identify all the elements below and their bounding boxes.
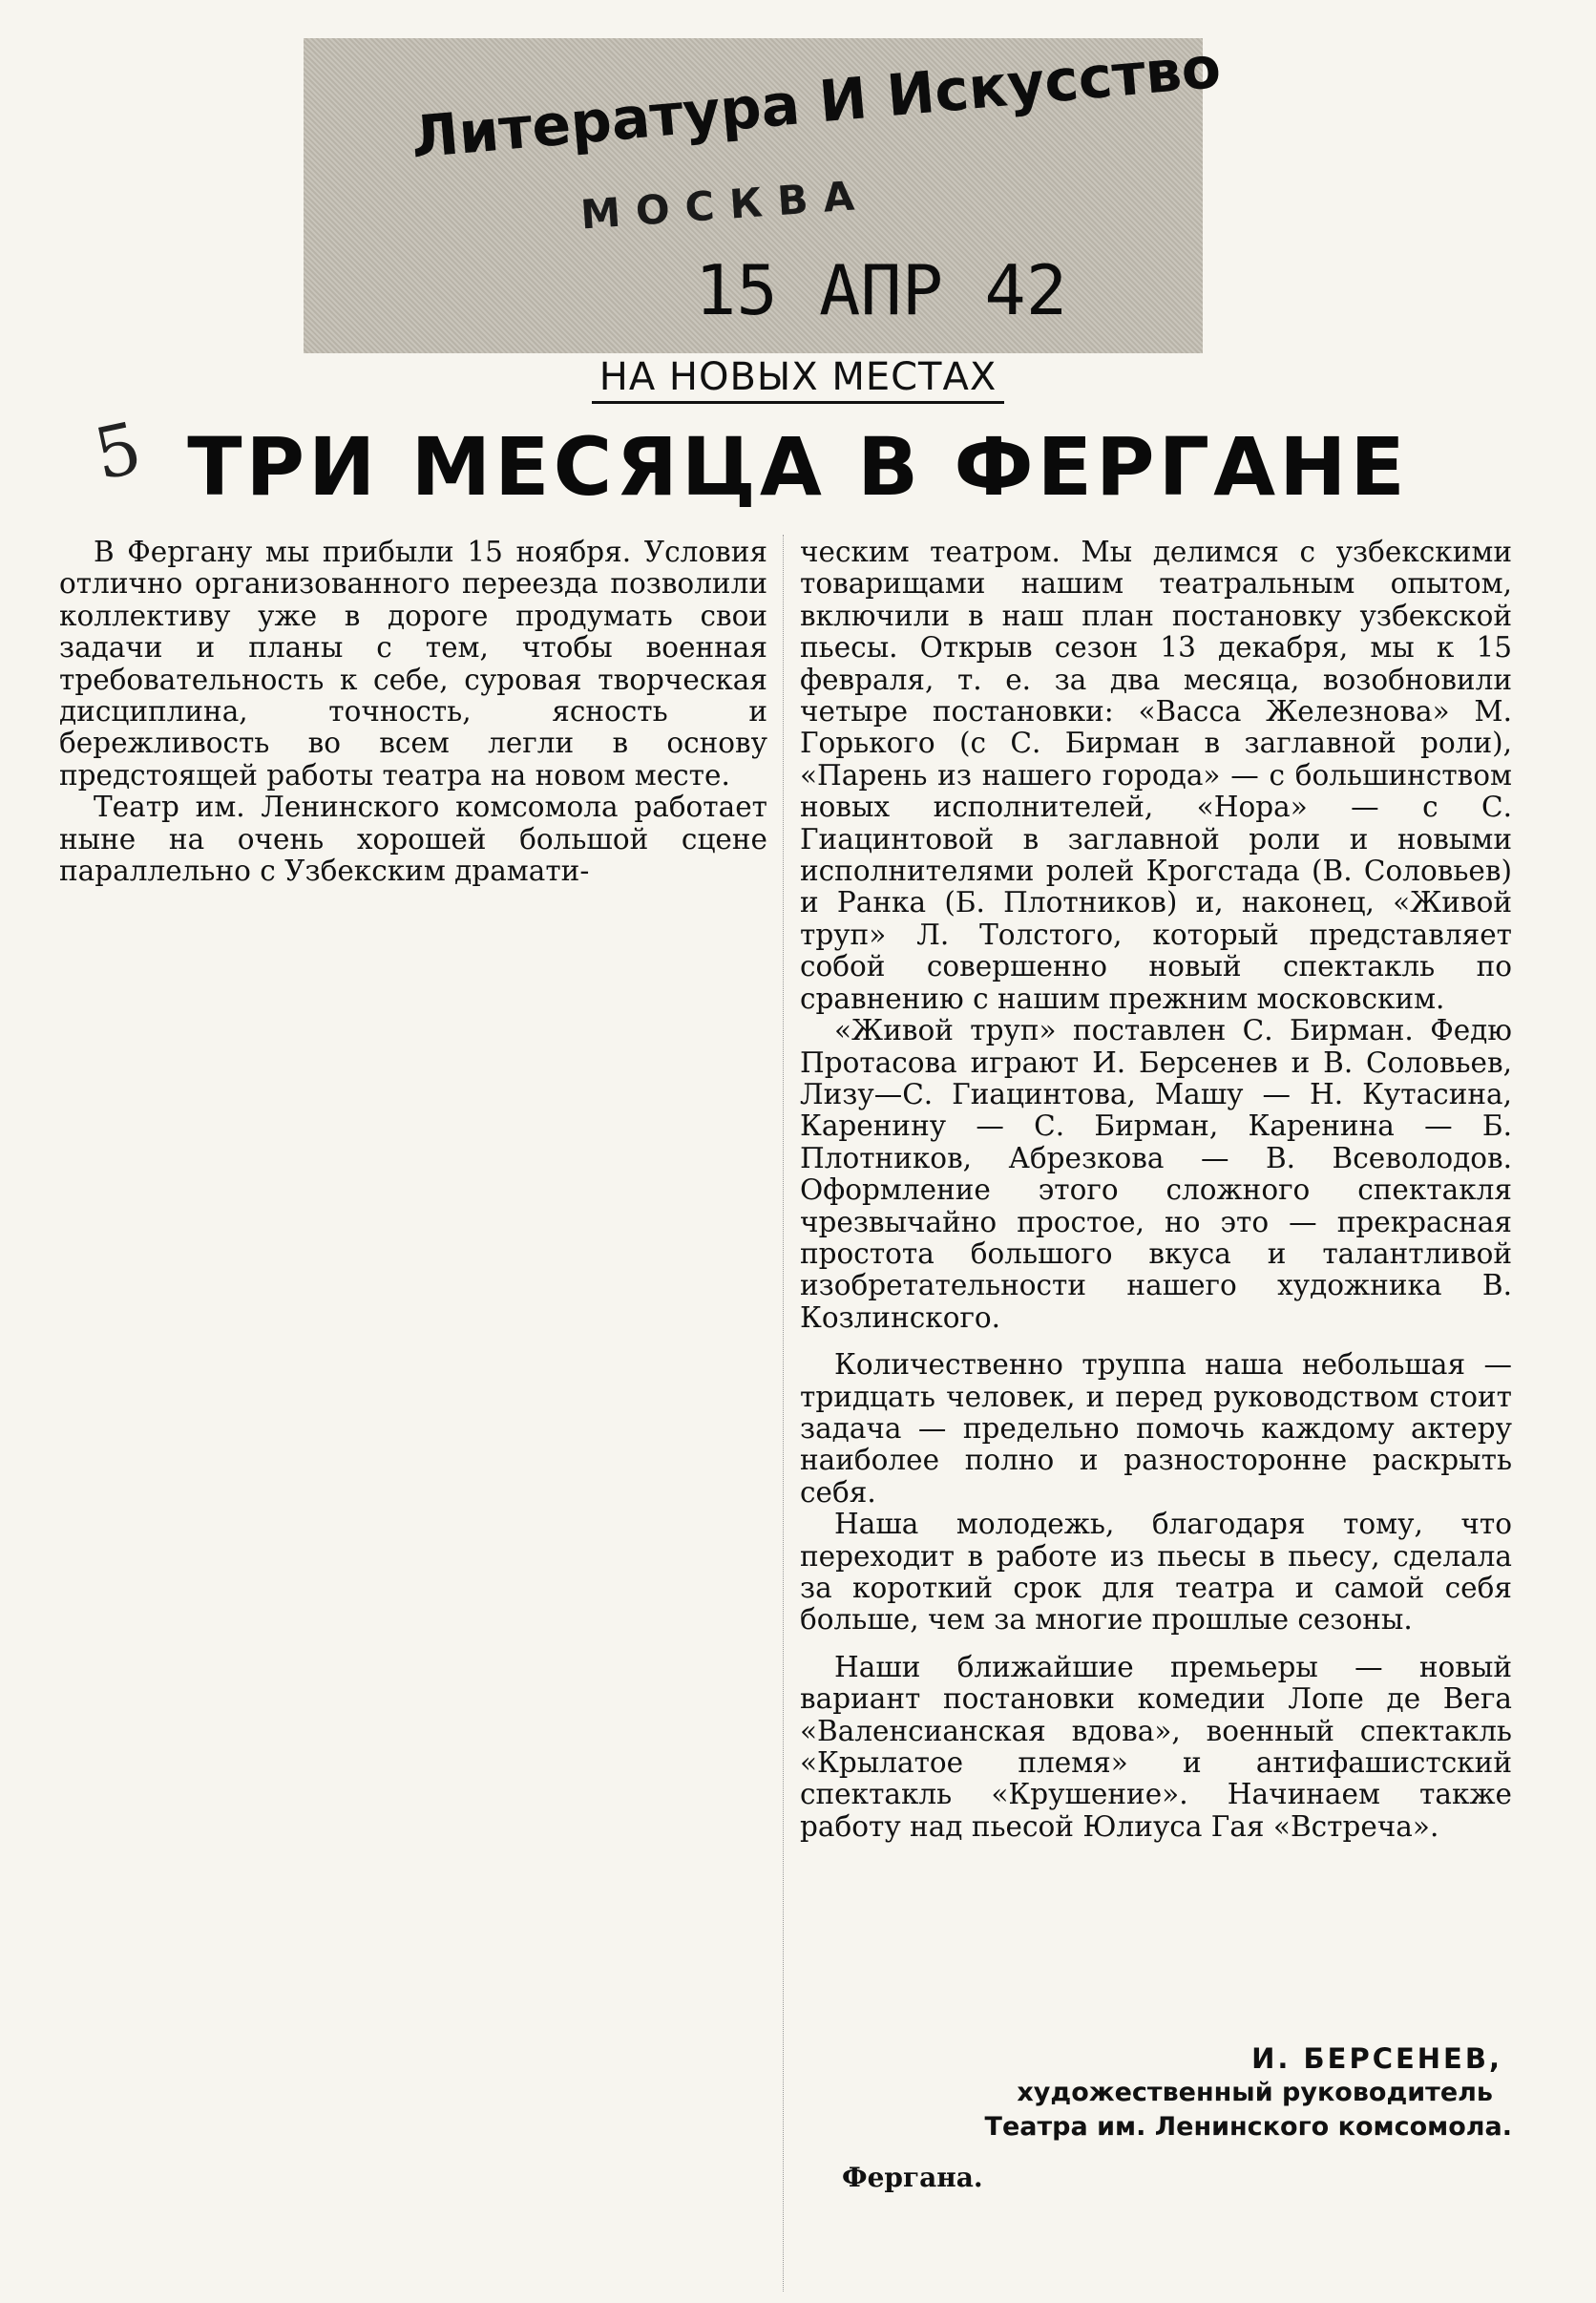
paragraph: Театр им. Ленинского комсомола работает ныне на очень хорошей большой сцене параллельно с Узбекским драмати- [59,791,767,888]
article-column-1 [59,537,767,887]
author-institution: Театра им. Ленинского комсомола. [984,2112,1512,2142]
author-role: художественный руководитель [1017,2078,1493,2107]
stamp-date: 15 АПР 42 [695,250,1068,330]
paragraph: Количественно труппа наша небольшая — тридцать человек, и перед руководством стоит задача — предельно помочь каждому актеру наиболее полно и разносторонне раскрыть себя. [800,1348,1512,1509]
headline: ТРИ МЕСЯЦА В ФЕРГАНЕ [187,420,1409,514]
paragraph: Наша молодежь, благодаря тому, что переходит в работе из пьесы в пьесу, сделала за короткий срок для театра и самой себя больше, чем за многие прошлые сезоны. [800,1508,1512,1637]
margin-mark: 5 [87,407,149,497]
stamp-city: МОСКВА [578,171,872,239]
rubric [0,355,1596,399]
author-name: И. БЕРСЕНЕВ, [1251,2042,1502,2075]
signature-block [800,2041,1512,2145]
paragraph: Наши ближайшие премьеры — новый вариант постановки комедии Лопе де Вега «Валенсианская вдова», военный спектакль «Крылатое племя» и антифашистский спектакль «Крушение». Начинаем также работу над пьесой Юлиуса Гая «Встреча». [800,1650,1512,1843]
article-column-2 [800,537,1512,1843]
rubric-text: НА НОВЫХ МЕСТАХ [592,355,1004,404]
paragraph: «Живой труп» поставлен С. Бирман. Федю Протасова играют И. Берсенев и В. Соловьев, Лизу—С. Гиацинтова, Машу — Н. Кутасина, Каренину — С. Бирман, Каренина — Б. Плотников, Абрезкова — В. Всеволодов. Оформление этого сложного спектакля чрезвычайно простое, но это — прекрасная простота большого вкуса и талантливой изобретательности нашего художника В. Козлинского. [800,1014,1512,1334]
paragraph: ческим театром. Мы делимся с узбекскими товарищами нашим театральным опытом, включили в наш план постановку узбекской пьесы. Открыв сезон 13 декабря, мы к 15 февраля, т. е. за два месяца, возобновили четыре постановки: «Васса Железнова» М. Горького (с С. Бирман в заглавной роли), «Парень из нашего города» — с большинством новых исполнителей, «Нора» — с С. Гиацинтовой в заглавной роли и новыми исполнителями ролей Крогстада (В. Соловьев) и Ранка (Б. Плотников) и, наконец, «Живой труп» Л. Толстого, который представляет собой совершенно новый спектакль по сравнению с нашим прежним московским. [800,536,1512,1015]
archive-stamp [304,33,1224,353]
stamp-publication: Литература И Искусство [409,33,1224,172]
paragraph: В Фергану мы прибыли 15 ноября. Условия отлично организованного переезда позволили коллективу уже в дороге продумать свои задачи и планы с тем, чтобы военная требовательность к себе, суровая творческая дисциплина, точность, ясность и бережливость во всем легли в основу предстоящей работы театра на новом месте. [59,536,767,792]
column-divider [783,535,785,2292]
dateline-place: Фергана. [842,2162,983,2193]
